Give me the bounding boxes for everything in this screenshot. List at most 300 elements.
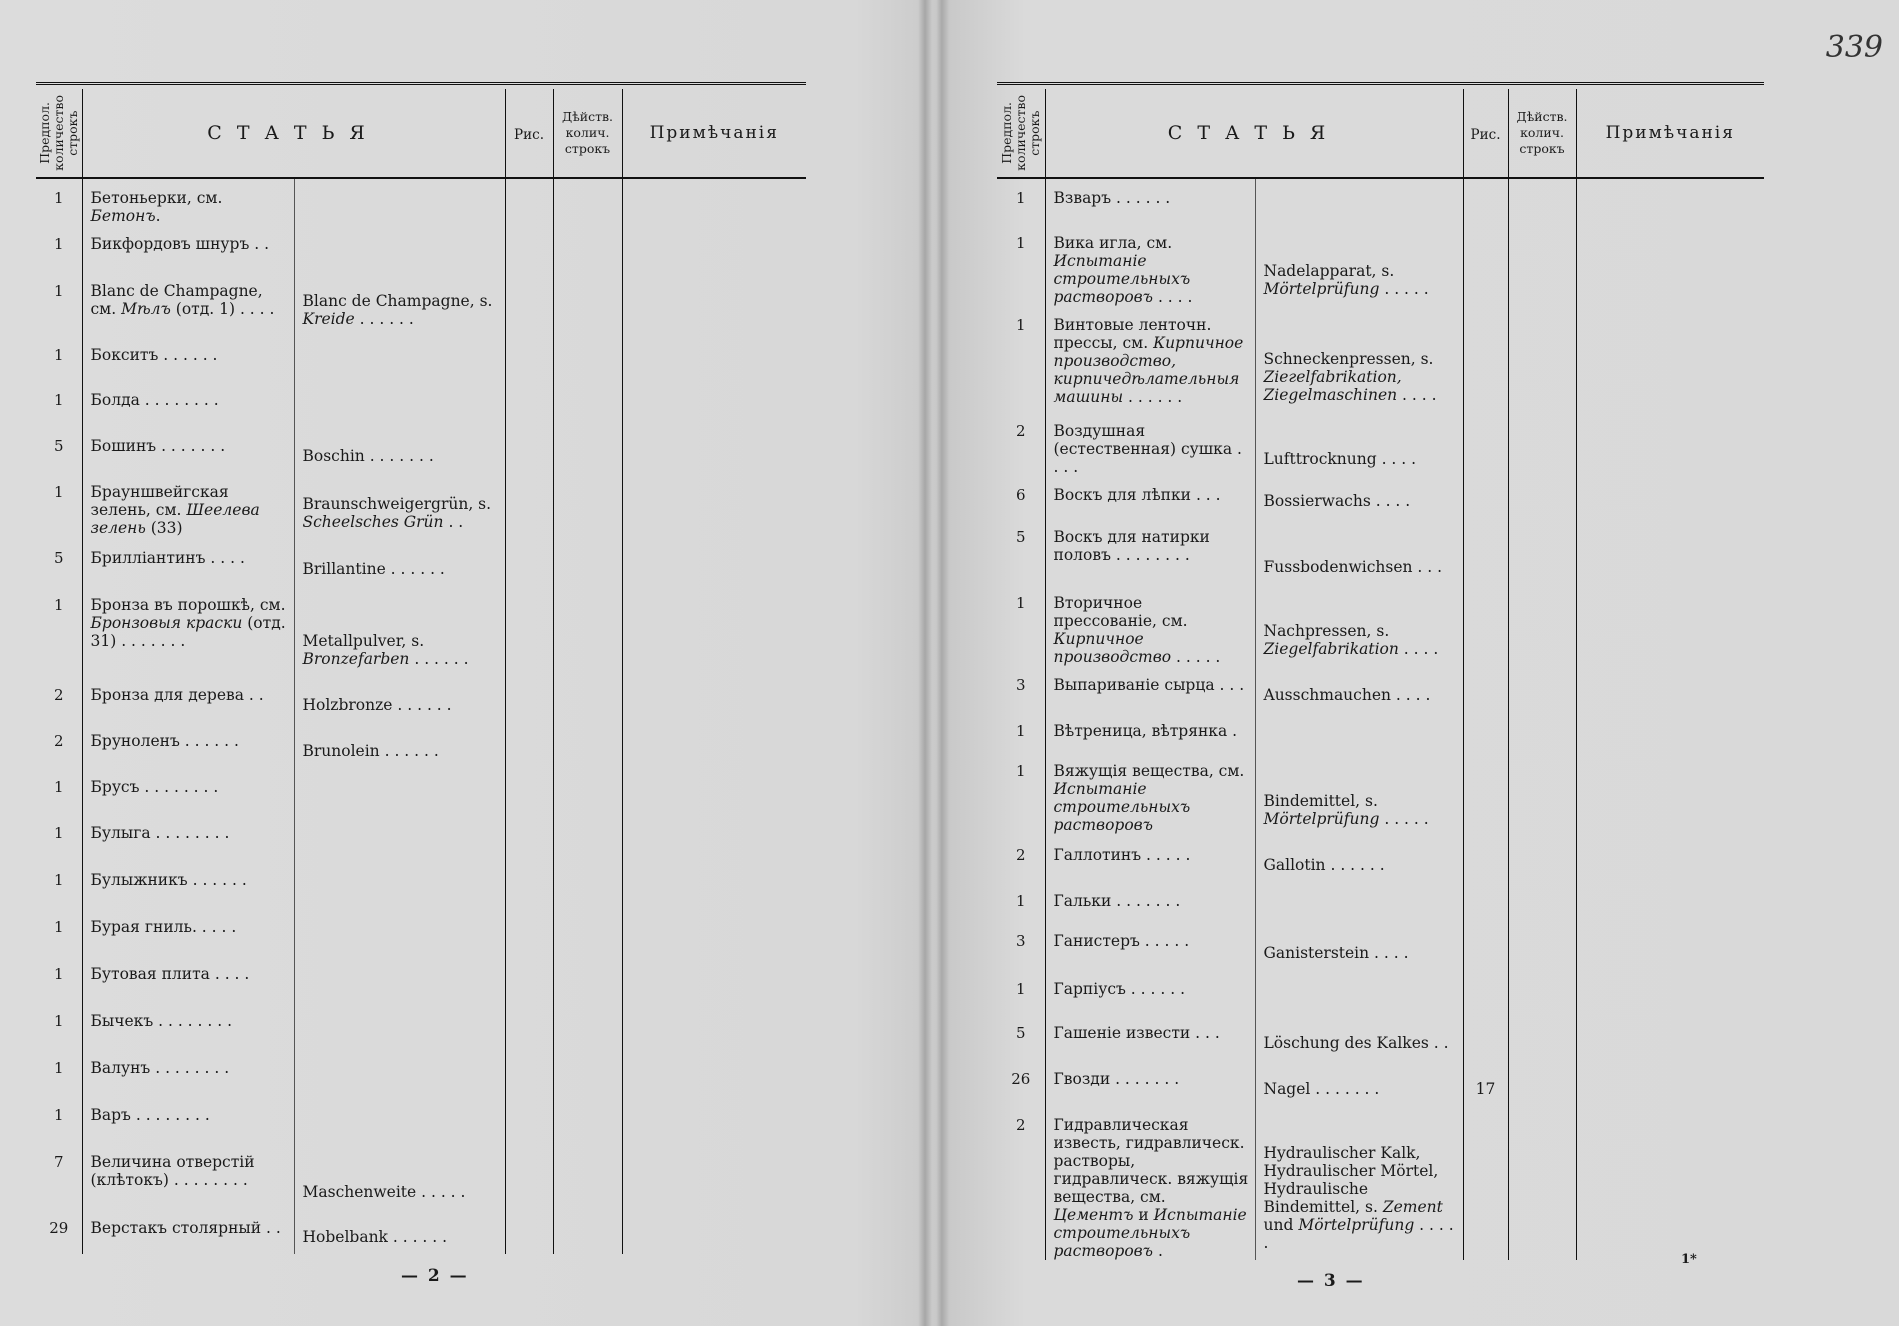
german-entry (1255, 584, 1463, 666)
german-entry (1255, 752, 1463, 836)
figure-number (505, 1049, 553, 1096)
actual-lines-count (553, 473, 622, 539)
figure-number (1463, 752, 1508, 836)
planned-lines-count: 1 (53, 346, 64, 364)
cross-reference: Kreide (302, 310, 355, 328)
figure-number (505, 722, 553, 768)
entry-text: Gallotin . . . . . . (1263, 856, 1385, 874)
top-rule (997, 82, 1764, 89)
planned-lines-count: 1 (53, 824, 64, 842)
russian-entry (82, 1096, 294, 1143)
left-index-table (36, 89, 806, 1254)
actual-lines-count (1508, 666, 1576, 712)
entry-text: Hydraulischer Kalk, Hydraulischer Mörtel, Hydraulische Bindemittel, s. (1263, 1144, 1439, 1216)
german-entry (294, 955, 505, 1002)
planned-lines-count: 29 (49, 1219, 69, 1237)
german-entry (294, 676, 505, 722)
entry-text: Гальки . . . . . . . (1053, 892, 1181, 910)
actual-lines-count (1508, 970, 1576, 1014)
notes-cell (622, 381, 806, 427)
entry-text: и (1133, 1206, 1154, 1224)
table-row (997, 882, 1764, 922)
russian-entry (82, 1002, 294, 1049)
cross-reference: Кирпичное производство (1053, 630, 1172, 666)
figure-number (505, 768, 553, 814)
german-entry (294, 1002, 505, 1049)
actual-lines-count (553, 955, 622, 1002)
entry-text: . . . . (1397, 386, 1437, 404)
right-index-table (997, 89, 1764, 1260)
table-row (997, 412, 1764, 476)
entry-text: (отд. 1) . . . . (170, 300, 275, 318)
entry-text: Гарпiусъ . . . . . . (1053, 980, 1186, 998)
notes-cell (622, 1096, 806, 1143)
entry-text: Бурая гниль. . . . . (90, 918, 237, 936)
notes-cell (1576, 178, 1764, 224)
table-row (36, 955, 806, 1002)
german-entry (1255, 224, 1463, 306)
planned-lines-count: 3 (1015, 676, 1026, 694)
entry-text: Воздушная (естественная) сушка . . . . (1053, 422, 1242, 476)
russian-entry (82, 814, 294, 861)
cross-reference: Шеелева зелень (90, 501, 260, 537)
planned-lines-count: 1 (53, 871, 64, 889)
notes-cell (622, 473, 806, 539)
planned-lines-count: 2 (53, 686, 64, 704)
cross-reference: Мѣлъ (121, 300, 171, 318)
figure-number (1463, 970, 1508, 1014)
entry-text: Взваръ . . . . . . (1053, 189, 1171, 207)
russian-entry (1045, 518, 1255, 584)
actual-lines-count (1508, 1106, 1576, 1260)
actual-lines-count (1508, 224, 1576, 306)
german-entry (294, 473, 505, 539)
planned-lines-count: 1 (53, 282, 64, 300)
figure-number (1463, 518, 1508, 584)
german-entry (1255, 712, 1463, 752)
notes-cell (622, 178, 806, 225)
actual-lines-count (1508, 752, 1576, 836)
russian-entry (1045, 306, 1255, 412)
header-notes: Примѣчанія (1576, 89, 1764, 178)
russian-entry (82, 473, 294, 539)
cross-reference: Бетонъ (90, 207, 156, 225)
planned-lines-count: 2 (1015, 1116, 1026, 1134)
german-entry (1255, 1106, 1463, 1260)
table-row (36, 586, 806, 676)
header-qty-planned: Предпол. количество строкъ (997, 89, 1045, 178)
notes-cell (622, 1143, 806, 1209)
entry-text: Metallpulver, s. (302, 632, 425, 650)
actual-lines-count (1508, 518, 1576, 584)
figure-number (505, 178, 553, 225)
notes-cell (1576, 882, 1764, 922)
figure-number (1463, 306, 1508, 412)
notes-cell (1576, 412, 1764, 476)
notes-cell (622, 336, 806, 381)
cross-reference: Бронзовыя краски (90, 614, 243, 632)
entry-text: Fussbodenwichsen . . . (1263, 558, 1443, 576)
german-entry (294, 272, 505, 336)
actual-lines-count (553, 586, 622, 676)
cross-reference: Scheelsches Grün (302, 513, 444, 531)
entry-text: Вяжущiя вещества, см. (1053, 762, 1245, 780)
german-entry (294, 586, 505, 676)
entry-text: Nachpressen, s. (1263, 622, 1390, 640)
table-row (36, 1209, 806, 1254)
notes-cell (622, 586, 806, 676)
russian-entry (82, 539, 294, 586)
entry-text: Гидравлическая известь, гидравлическ. растворы, гидравлическ. вяжущiя вещества, см. (1053, 1116, 1249, 1206)
entry-text: Булыжникъ . . . . . . (90, 871, 247, 889)
actual-lines-count (553, 1002, 622, 1049)
header-fig: Рис. (505, 89, 553, 178)
planned-lines-count: 1 (1015, 594, 1026, 612)
german-entry (1255, 922, 1463, 970)
notes-cell (1576, 518, 1764, 584)
table-row (997, 178, 1764, 224)
page-number-left: — 2 — (401, 1266, 469, 1286)
planned-lines-count: 1 (53, 965, 64, 983)
header-notes: Примѣчанія (622, 89, 806, 178)
notes-cell (1576, 1014, 1764, 1060)
notes-cell (1576, 712, 1764, 752)
actual-lines-count (1508, 882, 1576, 922)
planned-lines-count: 5 (53, 437, 64, 455)
entry-text: Schneckenpressen, s. (1263, 350, 1434, 368)
actual-lines-count (1508, 584, 1576, 666)
german-entry (1255, 518, 1463, 584)
notes-cell (1576, 970, 1764, 1014)
table-row (36, 225, 806, 272)
figure-number (505, 955, 553, 1002)
table-row (36, 1049, 806, 1096)
cross-reference: Bronzefarben (302, 650, 410, 668)
planned-lines-count: 1 (1015, 722, 1026, 740)
table-row (36, 473, 806, 539)
cross-reference: Ziegelfabrikation (1263, 640, 1399, 658)
planned-lines-count: 1 (53, 918, 64, 936)
cross-reference: Mörtelprüfung (1263, 280, 1380, 298)
german-entry (294, 381, 505, 427)
entry-text: Lufttrocknung . . . . (1263, 450, 1417, 468)
german-entry (1255, 836, 1463, 882)
entry-text: Ganisterstein . . . . (1263, 944, 1409, 962)
russian-entry (1045, 1060, 1255, 1106)
planned-lines-count: 1 (1015, 980, 1026, 998)
table-row (36, 861, 806, 908)
entry-text: Бронза для дерева . . (90, 686, 264, 704)
entry-text: . . . . . . (354, 310, 414, 328)
planned-lines-count: 3 (1015, 932, 1026, 950)
russian-entry (82, 336, 294, 381)
notes-cell (622, 676, 806, 722)
table-row (36, 814, 806, 861)
planned-lines-count: 1 (53, 1106, 64, 1124)
entry-text: Bindemittel, s. (1263, 792, 1378, 810)
figure-number (505, 272, 553, 336)
entry-text: Выпариванiе сырца . . . (1053, 676, 1245, 694)
german-entry (1255, 306, 1463, 412)
german-entry (294, 1049, 505, 1096)
actual-lines-count (553, 1049, 622, 1096)
table-row (997, 476, 1764, 518)
figure-number (1463, 712, 1508, 752)
table-header-row (36, 89, 806, 178)
planned-lines-count: 1 (53, 235, 64, 253)
figure-number (505, 1096, 553, 1143)
cross-reference: Кирпичное производство, кирпичедѣлательныя машины (1053, 334, 1244, 406)
notes-cell (1576, 836, 1764, 882)
german-entry (294, 1096, 505, 1143)
entry-text: Булыга . . . . . . . . (90, 824, 230, 842)
actual-lines-count (553, 381, 622, 427)
notes-cell (622, 1049, 806, 1096)
entry-text: Вторичное прессованiе, см. (1053, 594, 1188, 630)
figure-number (1463, 836, 1508, 882)
cross-reference: Испытанiе строительныхъ растворовъ (1053, 780, 1191, 834)
cross-reference: Испытанiе строительныхъ растворовъ (1053, 252, 1191, 306)
russian-entry (82, 768, 294, 814)
entry-text: . . . . . (1379, 810, 1429, 828)
actual-lines-count (1508, 1014, 1576, 1060)
figure-number (505, 225, 553, 272)
entry-text: Blanc de Champagne, s. (302, 292, 493, 310)
planned-lines-count: 1 (1015, 892, 1026, 910)
figure-number: 17 (1463, 1060, 1508, 1106)
right-table-body (997, 178, 1764, 1260)
table-row (997, 518, 1764, 584)
table-row (997, 1014, 1764, 1060)
notes-cell (1576, 306, 1764, 412)
figure-number (505, 676, 553, 722)
figure-number (505, 814, 553, 861)
entry-text: Ганистеръ . . . . . (1053, 932, 1190, 950)
planned-lines-count: 1 (53, 483, 64, 501)
planned-lines-count: 2 (1015, 846, 1026, 864)
figure-number (505, 336, 553, 381)
german-entry (1255, 178, 1463, 224)
german-entry (1255, 476, 1463, 518)
entry-text: Löschung des Kalkes . . (1263, 1034, 1449, 1052)
entry-text: Holzbronze . . . . . . (302, 696, 452, 714)
planned-lines-count: 1 (53, 1059, 64, 1077)
entry-text: (отд. 31) . . . . . . . (90, 614, 286, 650)
table-row (997, 584, 1764, 666)
entry-text: Бруноленъ . . . . . . (90, 732, 239, 750)
actual-lines-count (553, 1209, 622, 1254)
actual-lines-count (1508, 178, 1576, 224)
russian-entry (1045, 752, 1255, 836)
entry-text: Бетоньерки, см. (90, 189, 223, 207)
table-row (36, 1002, 806, 1049)
notes-cell (1576, 476, 1764, 518)
entry-text: Воскъ для натирки половъ . . . . . . . . (1053, 528, 1210, 564)
planned-lines-count: 5 (1015, 528, 1026, 546)
left-page (36, 82, 806, 1286)
notes-cell (622, 1002, 806, 1049)
planned-lines-count: 5 (53, 549, 64, 567)
figure-number (1463, 412, 1508, 476)
entry-text: Ausschmauchen . . . . (1263, 686, 1431, 704)
actual-lines-count (1508, 306, 1576, 412)
notes-cell (1576, 1060, 1764, 1106)
german-entry (294, 1143, 505, 1209)
signature-mark: 1* (1681, 1252, 1697, 1267)
table-row (997, 752, 1764, 836)
german-entry (294, 539, 505, 586)
entry-text: Гвозди . . . . . . . (1053, 1070, 1180, 1088)
planned-lines-count: 6 (1015, 486, 1026, 504)
actual-lines-count (553, 336, 622, 381)
figure-number (1463, 1014, 1508, 1060)
entry-text: Брауншвейгская зелень, см. (90, 483, 229, 519)
actual-lines-count (1508, 836, 1576, 882)
entry-text: und (1263, 1216, 1299, 1234)
russian-entry (1045, 666, 1255, 712)
planned-lines-count: 1 (53, 189, 64, 207)
planned-lines-count: 1 (53, 596, 64, 614)
figure-number (1463, 224, 1508, 306)
cross-reference: Испытанiе строительныхъ растворовъ (1053, 1206, 1247, 1260)
german-entry (294, 814, 505, 861)
actual-lines-count (553, 861, 622, 908)
planned-lines-count: 2 (53, 732, 64, 750)
right-page (997, 82, 1764, 1291)
entry-text: . . . . (1398, 640, 1439, 658)
entry-text: Бронза въ порошкѣ, см. (90, 596, 286, 614)
figure-number (1463, 922, 1508, 970)
table-row (997, 306, 1764, 412)
russian-entry (1045, 836, 1255, 882)
russian-entry (1045, 922, 1255, 970)
entry-text: Величина отверстiй (клѣтокъ) . . . . . . . . (90, 1153, 255, 1189)
entry-text: Вика игла, см. (1053, 234, 1173, 252)
russian-entry (82, 272, 294, 336)
entry-text: . . . . . (1263, 1216, 1454, 1252)
notes-cell (622, 722, 806, 768)
planned-lines-count: 1 (1015, 316, 1026, 334)
russian-entry (82, 908, 294, 955)
figure-number (1463, 476, 1508, 518)
german-entry (1255, 1060, 1463, 1106)
entry-text: Braunschweigergrün, s. (302, 495, 492, 513)
header-qty-planned: Предпол. количество строкъ (36, 89, 82, 178)
table-row (997, 970, 1764, 1014)
figure-number (1463, 584, 1508, 666)
entry-text: . . . . (1153, 288, 1193, 306)
entry-text: Верстакъ столярный . . (90, 1219, 281, 1237)
table-row (997, 922, 1764, 970)
figure-number (1463, 882, 1508, 922)
russian-entry (82, 861, 294, 908)
german-entry (294, 427, 505, 473)
actual-lines-count (553, 1096, 622, 1143)
russian-entry (82, 676, 294, 722)
entry-text: Болда . . . . . . . . (90, 391, 219, 409)
figure-number (505, 1143, 553, 1209)
planned-lines-count: 1 (1015, 189, 1026, 207)
header-article: СТАТЬЯ (82, 89, 505, 178)
table-row (36, 768, 806, 814)
table-row (36, 676, 806, 722)
actual-lines-count (553, 768, 622, 814)
planned-lines-count: 7 (53, 1153, 64, 1171)
notes-cell (622, 427, 806, 473)
russian-entry (1045, 412, 1255, 476)
russian-entry (82, 1143, 294, 1209)
entry-text: . . . . . . (409, 650, 469, 668)
actual-lines-count (553, 814, 622, 861)
cross-reference: Mörtelprüfung (1263, 810, 1380, 828)
german-entry (294, 861, 505, 908)
notes-cell (622, 908, 806, 955)
entry-text: Бошинъ . . . . . . . (90, 437, 226, 455)
figure-number (1463, 666, 1508, 712)
entry-text: Варъ . . . . . . . . (90, 1106, 210, 1124)
figure-number (505, 1209, 553, 1254)
entry-text: Maschenweite . . . . . (302, 1183, 466, 1201)
actual-lines-count (553, 272, 622, 336)
table-row (997, 666, 1764, 712)
actual-lines-count (553, 178, 622, 225)
actual-lines-count (1508, 1060, 1576, 1106)
russian-entry (82, 178, 294, 225)
header-fig: Рис. (1463, 89, 1508, 178)
entry-text: Nagel . . . . . . . (1263, 1080, 1380, 1098)
table-row (36, 908, 806, 955)
top-rule (36, 82, 806, 89)
russian-entry (82, 1049, 294, 1096)
notes-cell (1576, 224, 1764, 306)
entry-text: Бриллiантинъ . . . . (90, 549, 245, 567)
entry-text: Brunolein . . . . . . (302, 742, 439, 760)
entry-text: Воскъ для лѣпки . . . (1053, 486, 1221, 504)
actual-lines-count (1508, 412, 1576, 476)
notes-cell (1576, 1106, 1764, 1260)
russian-entry (82, 586, 294, 676)
russian-entry (1045, 1106, 1255, 1260)
actual-lines-count (1508, 712, 1576, 752)
actual-lines-count (1508, 922, 1576, 970)
german-entry (1255, 666, 1463, 712)
notes-cell (622, 768, 806, 814)
actual-lines-count (553, 908, 622, 955)
table-row (36, 178, 806, 225)
russian-entry (1045, 712, 1255, 752)
table-row (997, 1106, 1764, 1260)
russian-entry (1045, 970, 1255, 1014)
entry-text: . . . . . (1171, 648, 1221, 666)
german-entry (294, 178, 505, 225)
russian-entry (1045, 584, 1255, 666)
russian-entry (1045, 1014, 1255, 1060)
actual-lines-count (1508, 476, 1576, 518)
german-entry (294, 336, 505, 381)
table-row (36, 336, 806, 381)
notes-cell (1576, 752, 1764, 836)
notes-cell (1576, 666, 1764, 712)
entry-text: Nadelapparat, s. (1263, 262, 1395, 280)
figure-number (505, 427, 553, 473)
figure-number (505, 908, 553, 955)
entry-text: Бутовая плита . . . . (90, 965, 250, 983)
german-entry (294, 908, 505, 955)
actual-lines-count (553, 722, 622, 768)
table-header-row (997, 89, 1764, 178)
figure-number (505, 539, 553, 586)
figure-number (505, 861, 553, 908)
